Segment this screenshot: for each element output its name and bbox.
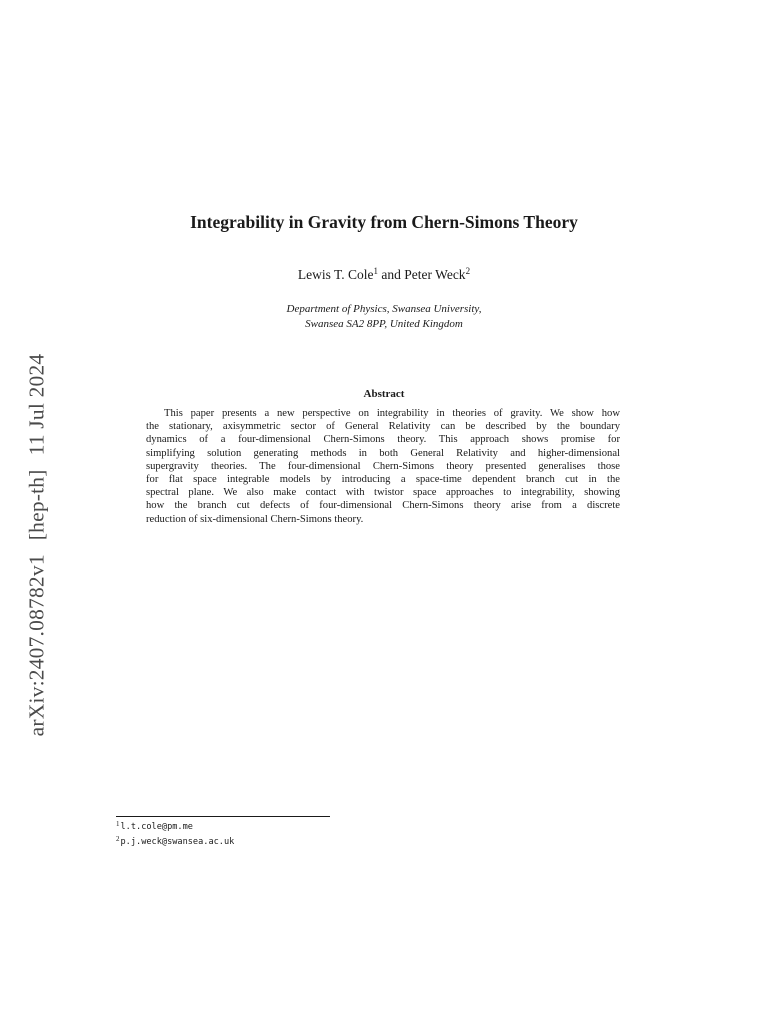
- author-name: Peter Weck: [404, 267, 466, 282]
- affiliation: [0, 302, 768, 332]
- abstract-line: how the branch cut defects of four-dimensional Chern-Simons theory arise from a discrete: [146, 500, 620, 512]
- author-joiner: and: [378, 267, 405, 282]
- abstract-line: reduction of six-dimensional Chern-Simons theory.: [146, 513, 364, 525]
- footnote-mark: 1: [116, 820, 120, 828]
- footnote: [116, 818, 234, 833]
- abstract-line: This paper presents a new perspective on integrability in theories of gravity. We show how: [164, 408, 620, 419]
- author-line: [0, 266, 768, 283]
- arxiv-stamp: [25, 354, 50, 737]
- footnote-email-link[interactable]: l.t.cole@pm.me: [120, 822, 193, 832]
- footnote-rule: [116, 816, 330, 817]
- abstract-line: simplifying solution generating methods in both General Relativity and higher-dimensional: [146, 447, 620, 459]
- arxiv-id: arXiv:2407.08782v1: [24, 554, 49, 737]
- author-name: Lewis T. Cole: [297, 267, 374, 282]
- abstract-line: supergravity theories. The four-dimensional Chern-Simons theory presented generalises those: [146, 460, 620, 472]
- footnote: [116, 833, 234, 848]
- affiliation-line: Department of Physics, Swansea University,: [286, 303, 482, 315]
- affiliation-line: Swansea SA2 8PP, United Kingdom: [305, 318, 463, 330]
- footnote-marker: 2: [465, 266, 471, 276]
- arxiv-category: [hep-th]: [24, 469, 49, 541]
- footnote-marker: 1: [373, 266, 379, 276]
- abstract-line: spectral plane. We also make contact with twistor space approaches to integrability, showing: [146, 487, 620, 499]
- footnote-email-link[interactable]: p.j.weck@swansea.ac.uk: [120, 837, 235, 847]
- abstract-line: for flat space integrable models by introducing a space-time dependent branch cut in the: [146, 474, 620, 486]
- footnotes: [116, 818, 234, 848]
- abstract-body: [146, 407, 620, 526]
- paper-title: Integrability in Gravity from Chern-Simons Theory: [190, 212, 578, 232]
- arxiv-date: 11 Jul 2024: [24, 353, 49, 456]
- footnote-mark: 2: [116, 835, 120, 843]
- abstract-line: dynamics of a four-dimensional Chern-Simons theory. This approach shows promise for: [146, 434, 620, 446]
- abstract-line: the stationary, axisymmetric sector of General Relativity can be described by the boundary: [146, 421, 620, 433]
- abstract-heading: Abstract: [363, 388, 405, 400]
